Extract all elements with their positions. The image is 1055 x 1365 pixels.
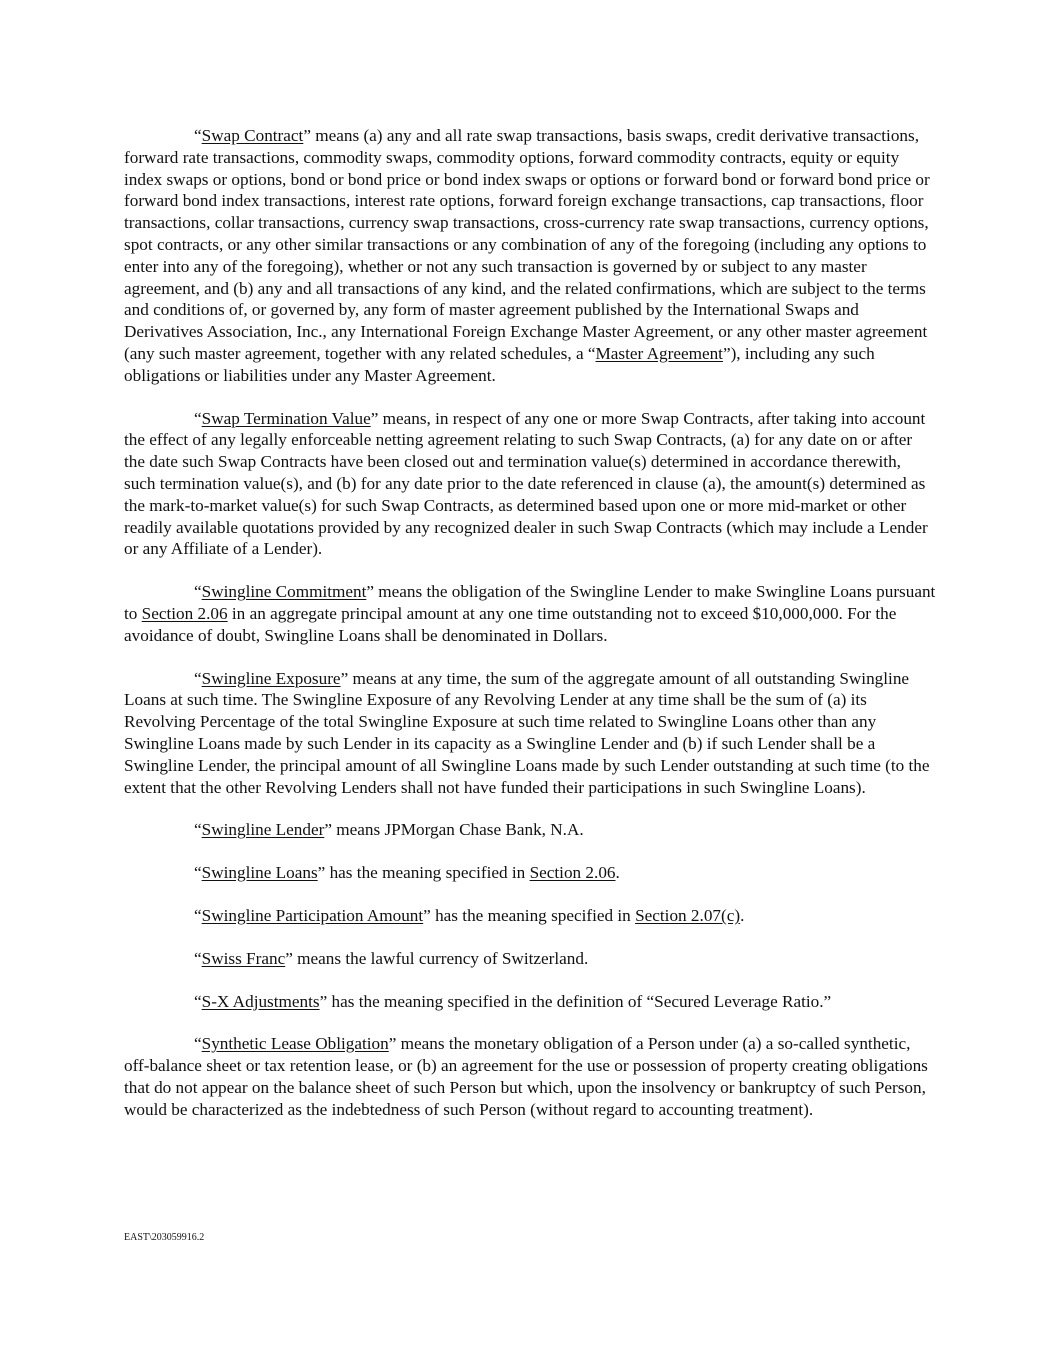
- defined-term: Swingline Participation Amount: [201, 905, 424, 925]
- defined-term: S-X Adjustments: [201, 991, 320, 1011]
- definition-text: .: [615, 863, 620, 883]
- defined-term: Swingline Commitment: [201, 582, 367, 602]
- document-body: [124, 125, 936, 1141]
- definition-text: ” means the monetary obligation of a Person under (a) a so-called synthetic, off-balance sheet or tax retention lease, or (b) an agreement for the use or possession of property creating obligations that do not appear on the balance sheet of such Person but which, upon the insolvency or bankruptcy of such Person, would be characterized as the indebtedness of such Person (without regard to accounting treatment).: [124, 1034, 928, 1119]
- definition-swiss-franc: [124, 948, 936, 970]
- definition-text: ”), including any such obligations or liabilities under any Master Agreement.: [124, 343, 875, 385]
- definition-text: ” has the meaning specified in the definition of “Secured Leverage Ratio.”: [319, 991, 832, 1011]
- section-reference: Section 2.06: [529, 863, 616, 883]
- defined-term: Swiss Franc: [201, 948, 286, 968]
- quote-mark: “: [194, 1034, 202, 1054]
- defined-term: Synthetic Lease Obligation: [201, 1034, 389, 1054]
- definition-text: ” has the meaning specified in: [317, 863, 530, 883]
- definition-swap-contract: [124, 125, 936, 387]
- quote-mark: “: [194, 863, 202, 883]
- definition-text: .: [740, 905, 745, 925]
- definition-text: ” has the meaning specified in: [423, 905, 636, 925]
- defined-term: Swingline Lender: [201, 820, 325, 840]
- quote-mark: “: [194, 582, 202, 602]
- quote-mark: “: [194, 991, 202, 1011]
- section-reference: Section 2.07(c): [635, 905, 741, 925]
- quote-mark: “: [194, 126, 202, 145]
- definition-text: ” means the lawful currency of Switzerland.: [285, 948, 589, 968]
- definition-s-x-adjustments: [124, 991, 936, 1013]
- quote-mark: “: [194, 948, 202, 968]
- defined-term: Swingline Loans: [201, 863, 318, 883]
- definition-text: ” means at any time, the sum of the aggregate amount of all outstanding Swingline Loans at such time. The Swingline Exposure of any Revolving Lender at any time shall be the sum of (a) its Revolving Percentage of the total Swingline Exposure at such time related to Swingline Loans other than any Swingline Loans made by such Lender in its capacity as a Swingline Lender and (b) if such Lender shall be a Swingline Lender, the principal amount of all Swingline Loans made by such Lender outstanding at such time (to the extent that the other Revolving Lenders shall not have funded their participations in such Swingline Loans).: [124, 668, 930, 797]
- definition-swingline-exposure: [124, 668, 936, 799]
- definition-text: ” means (a) any and all rate swap transactions, basis swaps, credit derivative transactions, forward rate transactions, commodity swaps, commodity options, forward commodity contracts, equity or equity index swaps or options, bond or bond price or bond index swaps or options or forward bond or forward bond price or forward bond index transactions, interest rate options, forward foreign exchange transactions, cap transactions, floor transactions, collar transactions, currency swap transactions, cross-currency rate swap transactions, currency options, spot contracts, or any other similar transactions or any combination of any of the foregoing (including any options to enter into any of the foregoing), whether or not any such transaction is governed by or subject to any master agreement, and (b) any and all transactions of any kind, and the related confirmations, which are subject to the terms and conditions of, or governed by, any form of master agreement published by the International Swaps and Derivatives Association, Inc., any International Foreign Exchange Master Agreement, or any other master agreement (any such master agreement, together with any related schedules, a “: [124, 126, 930, 363]
- definition-swingline-participation-amount: [124, 905, 936, 927]
- quote-mark: “: [194, 668, 202, 688]
- defined-term-reference: Master Agreement: [595, 343, 723, 363]
- quote-mark: “: [194, 408, 202, 428]
- definition-swingline-lender: [124, 819, 936, 841]
- definition-synthetic-lease-obligation: [124, 1033, 936, 1120]
- definition-text: ” means the obligation of the Swingline Lender to make Swingline Loans pursuant to: [124, 582, 936, 623]
- quote-mark: “: [194, 905, 202, 925]
- section-reference: Section 2.06: [141, 603, 228, 623]
- definition-swingline-loans: [124, 862, 936, 884]
- definition-text: ” means JPMorgan Chase Bank, N.A.: [324, 820, 584, 840]
- defined-term: Swap Contract: [201, 126, 304, 145]
- defined-term: Swingline Exposure: [201, 668, 341, 688]
- definition-swingline-commitment: [124, 581, 936, 646]
- document-id-footer: EAST\203059916.2: [124, 1232, 205, 1243]
- definition-swap-termination-value: [124, 408, 936, 561]
- definition-text: in an aggregate principal amount at any one time outstanding not to exceed $10,000,000. For the avoidance of doubt, Swingline Loans shall be denominated in Dollars.: [124, 603, 897, 645]
- quote-mark: “: [194, 820, 202, 840]
- defined-term: Swap Termination Value: [201, 408, 371, 428]
- definition-text: ” means, in respect of any one or more Swap Contracts, after taking into account the effect of any legally enforceable netting agreement relating to such Swap Contracts, (a) for any date on or after the date such Swap Contracts have been closed out and termination value(s) determined in accordance therewith, such termination value(s), and (b) for any date prior to the date referenced in clause (a), the amount(s) determined as the mark-to-market value(s) for such Swap Contracts, as determined based upon one or more mid-market or other readily available quotations provided by any recognized dealer in such Swap Contracts (which may include a Lender or any Affiliate of a Lender).: [124, 408, 928, 559]
